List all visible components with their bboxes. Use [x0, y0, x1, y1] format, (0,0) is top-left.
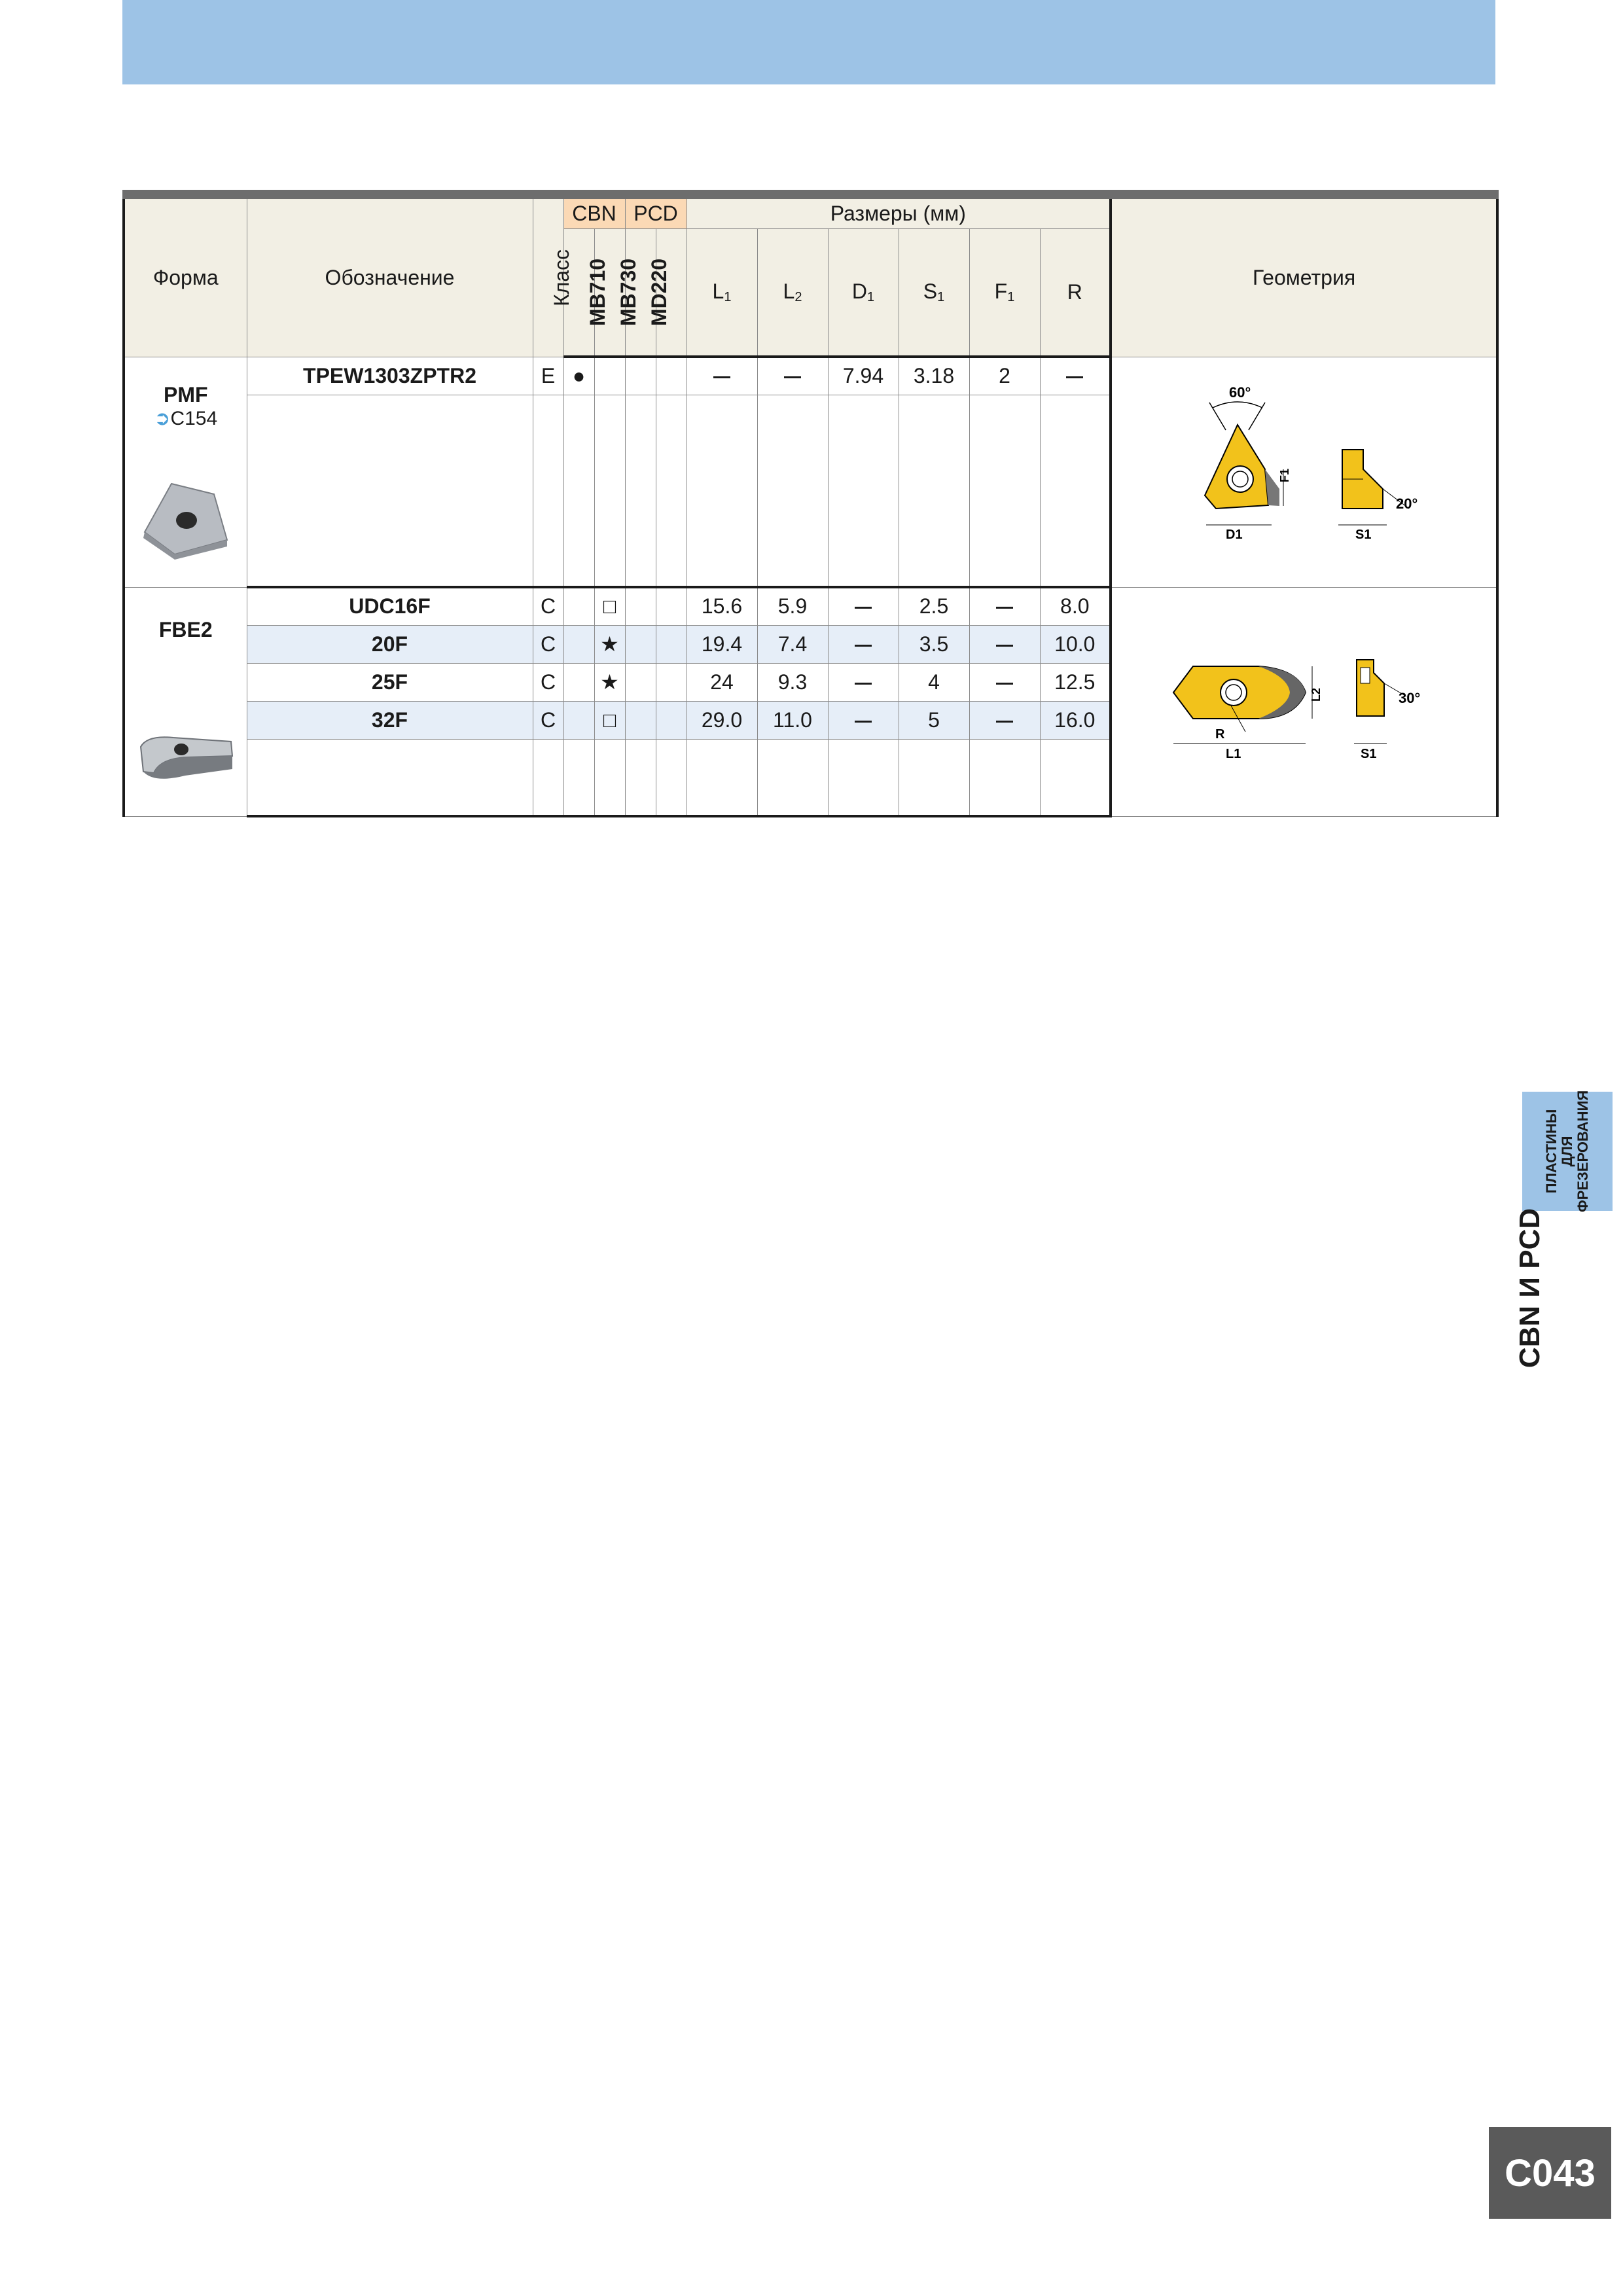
dim-s1-cell: 2.5 [899, 587, 969, 625]
dim-d1-cell [828, 587, 899, 625]
dim-l1-cell: 24 [687, 663, 757, 701]
class-cell: C [533, 625, 563, 663]
dim-d1-cell [828, 625, 899, 663]
grade-md220-cell [625, 663, 656, 701]
grade-mb710-cell [563, 663, 594, 701]
grade-empty-cell [656, 701, 687, 739]
designation-cell: TPEW1303ZPTR2 [247, 357, 533, 395]
page-number: C043 [1489, 2127, 1611, 2219]
dim-s1-cell: 5 [899, 701, 969, 739]
dim-f1-cell: 2 [969, 357, 1040, 395]
f1-label: F1 [1277, 468, 1291, 482]
grade-mb730-cell: □ [594, 701, 625, 739]
dim-d1-cell [828, 663, 899, 701]
dim-l1-cell: 19.4 [687, 625, 757, 663]
dim-r-cell: 16.0 [1040, 701, 1111, 739]
grade-md220-cell [625, 587, 656, 625]
col-header-designation: Обозначение [247, 194, 533, 357]
page-reference-link[interactable]: ➲C154 [154, 408, 218, 429]
angle-label: 20° [1395, 495, 1418, 512]
d1-label: D1 [1225, 528, 1243, 542]
designation-cell: 32F [247, 701, 533, 739]
section-side-label: CBN И PCD [1514, 1208, 1546, 1369]
grade-header-mb730: MB730 [594, 228, 625, 357]
section-tab-label: ПЛАСТИНЫ ДЛЯ ФРЕЗЕРОВАНИЯ [1543, 1090, 1591, 1213]
dim-r-cell: 8.0 [1040, 587, 1111, 625]
col-header-dimensions: Размеры (мм) [687, 194, 1111, 228]
grade-md220-cell [625, 625, 656, 663]
grade-mb730-cell: ★ [594, 663, 625, 701]
fbe2-insert-photo [134, 721, 239, 786]
dash-mark [784, 376, 801, 378]
grade-empty-cell [656, 663, 687, 701]
dim-l2-cell: 9.3 [757, 663, 828, 701]
grade-mb730-cell: ★ [594, 625, 625, 663]
dim-f1-cell [969, 587, 1040, 625]
col-header-cbn: CBN [563, 194, 625, 228]
grade-header-mb710: MB710 [563, 228, 594, 357]
geometry-cell-fbe2 [1111, 587, 1497, 816]
dim-l2-cell: 5.9 [757, 587, 828, 625]
l1-label: L1 [1225, 747, 1241, 761]
grade-mb730-cell: □ [594, 587, 625, 625]
grade-md220-cell [625, 357, 656, 395]
dim-l1-cell: 29.0 [687, 701, 757, 739]
class-cell: E [533, 357, 563, 395]
grade-mb730-cell [594, 357, 625, 395]
grade-empty-cell [656, 625, 687, 663]
class-cell: C [533, 663, 563, 701]
dash-mark [855, 683, 872, 685]
grade-mb710-cell [563, 625, 594, 663]
col-header-pcd: PCD [625, 194, 687, 228]
dash-mark [855, 607, 872, 609]
top-color-band [122, 0, 1495, 84]
dash-mark [996, 683, 1013, 685]
angle-label: 30° [1398, 690, 1420, 706]
dim-d1-cell: 7.94 [828, 357, 899, 395]
dim-l2-cell: 7.4 [757, 625, 828, 663]
dim-header-f1: $F_1$ [969, 228, 1040, 357]
dim-header-s1: $S_1$ [899, 228, 969, 357]
dim-s1-cell: 3.5 [899, 625, 969, 663]
dash-mark [855, 645, 872, 647]
grade-md220-cell [625, 701, 656, 739]
designation-cell: 20F [247, 625, 533, 663]
geometry-cell-pmf [1111, 357, 1497, 587]
grade-mb710-cell: ● [563, 357, 594, 395]
dim-l1-cell: 15.6 [687, 587, 757, 625]
col-header-shape: Форма [124, 194, 247, 357]
dim-l2-cell: 11.0 [757, 701, 828, 739]
class-cell: C [533, 587, 563, 625]
angle-label: 60° [1228, 384, 1251, 401]
col-header-geometry: Геометрия [1111, 194, 1497, 357]
s1-label: S1 [1360, 747, 1377, 761]
dim-s1-cell: 3.18 [899, 357, 969, 395]
dim-header-l1: $L_1$ [687, 228, 757, 357]
arrow-right-icon: ➲ [154, 408, 171, 429]
s1-label: S1 [1355, 528, 1372, 542]
dash-mark [996, 645, 1013, 647]
dim-f1-cell [969, 625, 1040, 663]
col-header-class: Класс [533, 194, 563, 357]
dash-mark [996, 721, 1013, 723]
dim-d1-cell [828, 701, 899, 739]
pmf-geometry-drawing [1167, 378, 1442, 561]
dim-r-cell: 12.5 [1040, 663, 1111, 701]
designation-cell: 25F [247, 663, 533, 701]
pmf-insert-photo [135, 476, 234, 561]
designation-cell: UDC16F [247, 587, 533, 625]
dim-f1-cell [969, 701, 1040, 739]
dim-r-cell [1040, 357, 1111, 395]
grade-mb710-cell [563, 587, 594, 625]
dim-header-d1: $D_1$ [828, 228, 899, 357]
dash-mark [855, 721, 872, 723]
insert-catalog-table [122, 190, 1499, 817]
dim-l1-cell [687, 357, 757, 395]
dash-mark [713, 376, 730, 378]
shape-cell-pmf: PMF ➲C154 [124, 357, 247, 587]
dim-header-r: R [1040, 228, 1111, 357]
r-label: R [1215, 727, 1225, 742]
grade-empty-cell [656, 587, 687, 625]
class-cell: C [533, 701, 563, 739]
dim-r-cell: 10.0 [1040, 625, 1111, 663]
dim-f1-cell [969, 663, 1040, 701]
l2-label: L2 [1309, 687, 1323, 702]
grade-empty-cell [656, 357, 687, 395]
dim-header-l2: $L_2$ [757, 228, 828, 357]
grade-header-md220: MD220 [625, 228, 656, 357]
shape-cell-fbe2: FBE2 [124, 587, 247, 816]
dash-mark [1066, 376, 1083, 378]
dim-l2-cell [757, 357, 828, 395]
dim-s1-cell: 4 [899, 663, 969, 701]
fbe2-geometry-drawing [1160, 634, 1448, 764]
grade-mb710-cell [563, 701, 594, 739]
dash-mark [996, 607, 1013, 609]
